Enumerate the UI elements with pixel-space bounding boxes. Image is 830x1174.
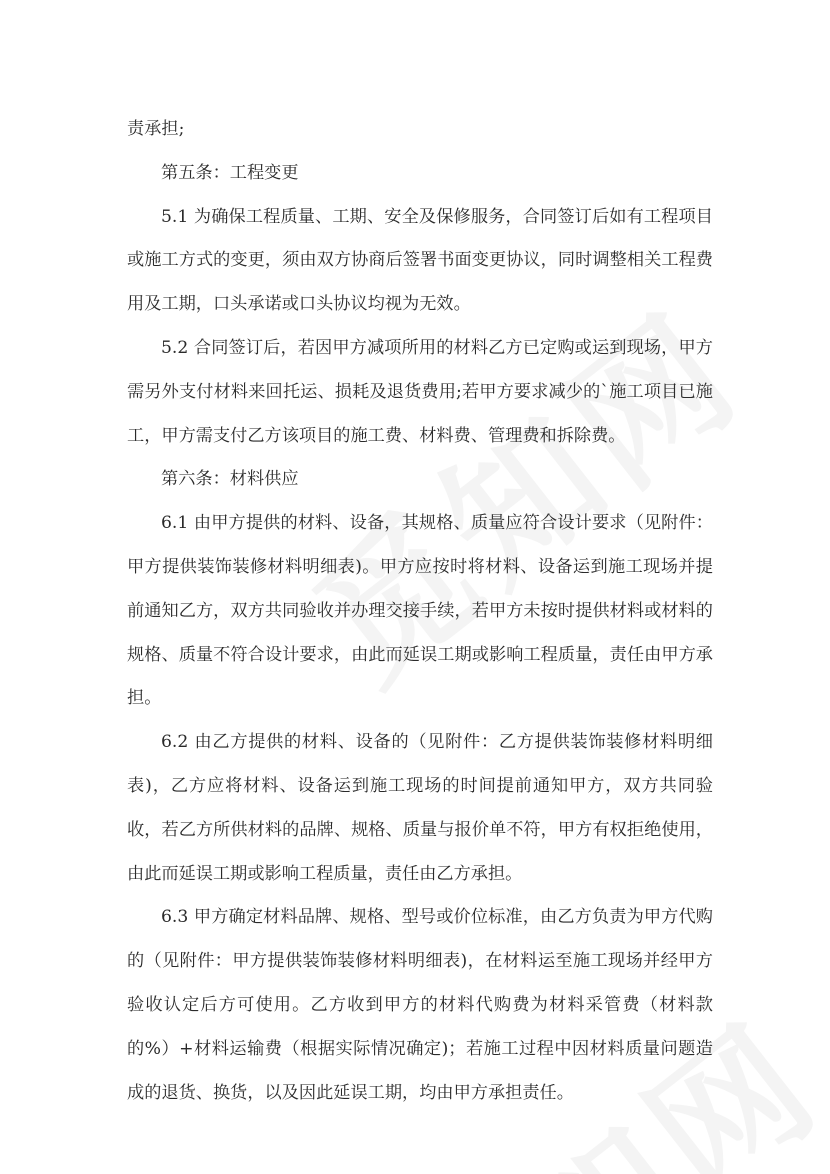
clause-6-2: 6.2 由乙方提供的材料、设备的（见附件：乙方提供装饰装修材料明细表)，乙方应将材料、设备运到施工现场的时间提前通知甲方，双方共同验收，若乙方所供材料的品牌、规格、质量与报价单不符，甲方有权拒绝使用，由此而延误工期或影响工程质量，责任由乙方承担。 — [127, 732, 713, 884]
document-body — [127, 108, 713, 1115]
clause-5-1: 5.1 为确保工程质量、工期、安全及保修服务，合同签订后如有工程项目或施工方式的变更，须由双方协商后签署书面变更协议，同时调整相关工程费用及工期，口头承诺或口头协议均视为无效。 — [127, 206, 713, 315]
article-5-heading: 第五条：工程变更 — [161, 162, 299, 183]
paragraph-continuation: 责承担; — [127, 119, 185, 139]
clause-6-1: 6.1 由甲方提供的材料、设备，其规格、质量应符合设计要求（见附件：甲方提供装饰装修材料明细表)。甲方应按时将材料、设备运到施工现场并提前通知乙方，双方共同验收并办理交接手续，若甲方未按时提供材料或材料的规格、质量不符合设计要求，由此而延误工期或影响工程质量，责任由甲方承担。 — [127, 513, 713, 709]
article-6-heading: 第六条：材料供应 — [161, 469, 299, 490]
clause-6-3: 6.3 甲方确定材料品牌、规格、型号或价位标准，由乙方负责为甲方代购的（见附件：甲方提供装饰装修材料明细表)，在材料运至施工现场并经甲方验收认定后方可使用。乙方收到甲方的材料代购费为材料采管费（材料款的%）+材料运输费（根据实际情况确定)；若施工过程中因材料质量问题造成的退货、换货，以及因此延误工期，均由甲方承担责任。 — [127, 907, 713, 1103]
clause-5-2: 5.2 合同签订后，若因甲方减项所用的材料乙方已定购或运到现场，甲方需另外支付材料来回托运、损耗及退货费用;若甲方要求减少的`施工项目已施工，甲方需支付乙方该项目的施工费、材料费、管理费和拆除费。 — [127, 337, 713, 446]
